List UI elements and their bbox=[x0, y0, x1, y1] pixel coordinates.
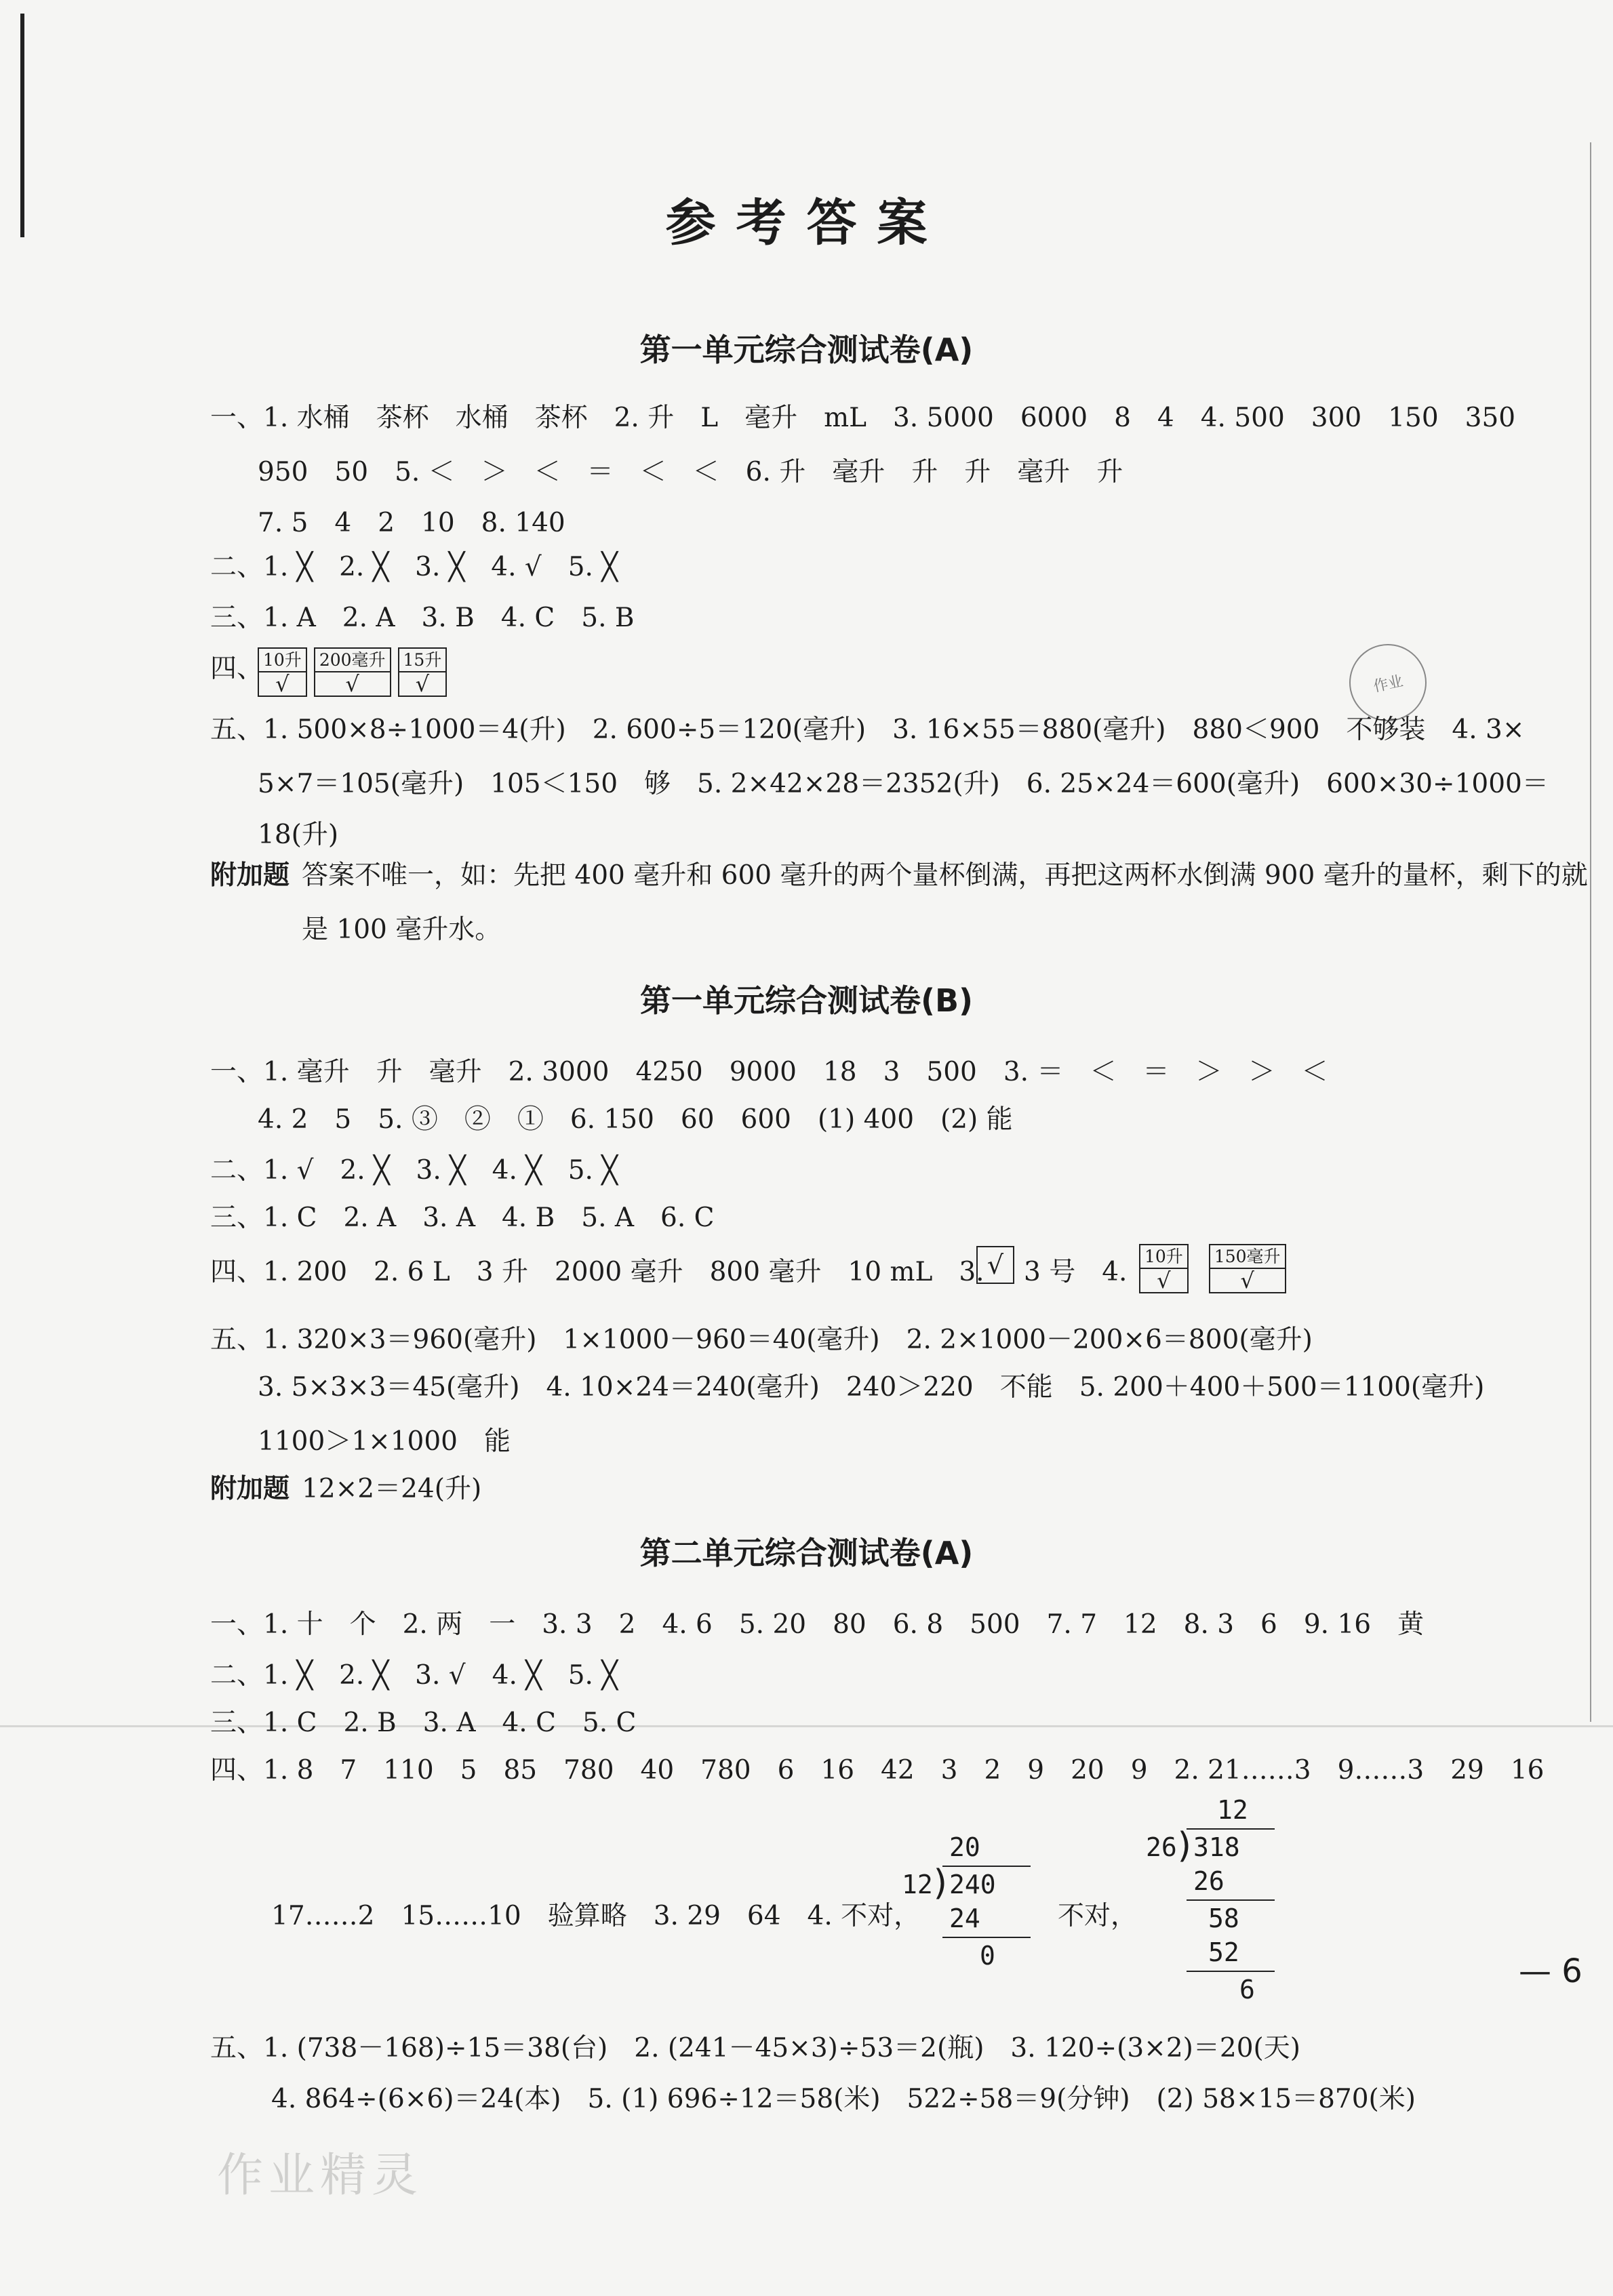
check-icon: √ bbox=[976, 1246, 1014, 1284]
s1b-q3: 三、1. C 2. A 3. A 4. B 5. A 6. C bbox=[210, 1203, 715, 1233]
s1a-extra-label: 附加题 bbox=[210, 860, 290, 891]
ld1-divisor: 12 bbox=[902, 1870, 933, 1899]
ld2-step2: 52 bbox=[1208, 1937, 1239, 1967]
s1a-q5-line1: 五、1. 500×8÷1000＝4(升) 2. 600÷5＝120(毫升) 3. 16×55＝880(毫升) 880＜900 不够装 4. 3× bbox=[210, 714, 1525, 745]
s1b-q5-line3: 1100＞1×1000 能 bbox=[258, 1426, 511, 1457]
check-icon: √ bbox=[345, 671, 359, 697]
section-title-1a: 第一单元综合测试卷(A) bbox=[639, 331, 974, 368]
s2a-q4-line3: 不对， bbox=[1058, 1901, 1138, 1931]
s2a-q5-line1: 五、1. (738－168)÷15＝38(台) 2. (241－45×3)÷53＝2(瓶) 3. 120÷(3×2)＝20(天) bbox=[210, 2033, 1300, 2063]
s1b-q5-line1: 五、1. 320×3＝960(毫升) 1×1000－960＝40(毫升) 2. 2×1000－200×6＝800(毫升) bbox=[210, 1325, 1313, 1355]
s2a-q4-line1: 四、1. 8 7 110 5 85 780 40 780 6 16 42 3 2 9 20 9 2. 21……3 9……3 29 16 bbox=[210, 1755, 1545, 1786]
check-icon: √ bbox=[275, 671, 290, 697]
margin-rule bbox=[1590, 142, 1591, 1722]
measure-box: 10升 √ bbox=[1139, 1244, 1189, 1293]
ld2-remainder: 6 bbox=[1239, 1975, 1255, 2005]
s1a-q5-line3: 18(升) bbox=[258, 820, 339, 850]
s1a-q2: 二、1. ╳ 2. ╳ 3. ╳ 4. √ 5. ╳ bbox=[210, 552, 618, 582]
page-title: 参考答案 bbox=[665, 194, 948, 252]
measure-box: 150毫升 √ bbox=[1209, 1244, 1286, 1293]
s1a-extra-line2: 是 100 毫升水。 bbox=[302, 914, 502, 945]
s2a-q5-line2: 4. 864÷(6×6)＝24(本) 5. (1) 696÷12＝58(米) 522÷58＝9(分钟) (2) 58×15＝870(米) bbox=[271, 2084, 1416, 2114]
ld1-step: 24 bbox=[949, 1904, 980, 1933]
s1a-extra-line1: 答案不唯一，如：先把 400 毫升和 600 毫升的两个量杯倒满，再把这两杯水倒满 900 毫升的量杯，剩下的就 bbox=[302, 860, 1588, 891]
s1a-q4-prefix: 四、 bbox=[210, 653, 264, 684]
ld2-step1: 26 bbox=[1193, 1866, 1224, 1896]
measure-box: 10升 √ bbox=[258, 647, 307, 697]
s2a-q4-line2: 17……2 15……10 验算略 3. 29 64 4. 不对， bbox=[271, 1901, 921, 1931]
check-icon: √ bbox=[1157, 1268, 1171, 1293]
long-division-2: 12 26 ) 318 26 58 52 6 bbox=[1146, 1793, 1281, 2017]
section-title-1b: 第一单元综合测试卷(B) bbox=[639, 982, 974, 1019]
page-number: — 6 bbox=[1519, 1952, 1582, 1990]
s1a-q5-line2: 5×7＝105(毫升) 105＜150 够 5. 2×42×28＝2352(升) 6. 25×24＝600(毫升) 600×30÷1000＝ bbox=[258, 769, 1549, 799]
s2a-q1: 一、1. 十 个 2. 两 一 3. 3 2 4. 6 5. 20 80 6. 8 500 7. 7 12 8. 3 6 9. 16 黄 bbox=[210, 1609, 1425, 1640]
ld2-bring: 58 bbox=[1208, 1904, 1239, 1933]
s1b-q4-boxes bbox=[1139, 1244, 1286, 1293]
long-division-1: 20 12 ) 240 24 0 bbox=[902, 1830, 1037, 1986]
watermark: 作业精灵 bbox=[217, 2149, 424, 2202]
s1a-q1-line1: 一、1. 水桶 茶杯 水桶 茶杯 2. 升 L 毫升 mL 3. 5000 6000 8 4 4. 500 300 150 350 bbox=[210, 403, 1516, 433]
s1a-q3: 三、1. A 2. A 3. B 4. C 5. B bbox=[210, 603, 635, 633]
s1b-q4-text: 四、1. 200 2. 6 L 3 升 2000 毫升 800 毫升 10 mL 3. bbox=[210, 1257, 984, 1287]
s1a-q4-boxes bbox=[258, 647, 447, 697]
ld1-quotient: 20 bbox=[949, 1832, 980, 1862]
check-icon: √ bbox=[415, 671, 430, 697]
s1b-extra-label: 附加题 bbox=[210, 1473, 290, 1504]
ld1-remainder: 0 bbox=[980, 1941, 995, 1971]
s1b-extra: 12×2＝24(升) bbox=[302, 1474, 482, 1504]
ld2-dividend: 318 bbox=[1193, 1832, 1240, 1862]
s1b-q2: 二、1. √ 2. ╳ 3. ╳ 4. ╳ 5. ╳ bbox=[210, 1155, 618, 1186]
s1b-q1-line1: 一、1. 毫升 升 毫升 2. 3000 4250 9000 18 3 500 3. ＝ ＜ ＝ ＞ ＞ ＜ bbox=[210, 1057, 1328, 1087]
check-icon: √ bbox=[1240, 1268, 1254, 1293]
stamp-icon: 作业 bbox=[1342, 637, 1433, 728]
s1a-q1-line3: 7. 5 4 2 10 8. 140 bbox=[258, 508, 565, 538]
measure-box: 200毫升 √ bbox=[314, 647, 391, 697]
ld2-divisor: 26 bbox=[1146, 1832, 1177, 1862]
s1b-q5-line2: 3. 5×3×3＝45(毫升) 4. 10×24＝240(毫升) 240＞220 不能 5. 200＋400＋500＝1100(毫升) bbox=[258, 1372, 1485, 1403]
s2a-q2: 二、1. ╳ 2. ╳ 3. √ 4. ╳ 5. ╳ bbox=[210, 1660, 618, 1691]
s1a-q1-line2: 950 50 5. ＜ ＞ ＜ ＝ ＜ ＜ 6. 升 毫升 升 升 毫升 升 bbox=[258, 457, 1123, 487]
s2a-q3: 三、1. C 2. B 3. A 4. C 5. C bbox=[210, 1708, 637, 1738]
measure-box: 15升 √ bbox=[398, 647, 447, 697]
ld1-dividend: 240 bbox=[949, 1870, 996, 1899]
s1b-q4-after: 3 号 4. bbox=[1024, 1257, 1128, 1287]
s1b-q1-line2: 4. 2 5 5. ③ ② ① 6. 150 60 600 (1) 400 (2) 能 bbox=[258, 1104, 1013, 1135]
ld2-quotient: 12 bbox=[1217, 1795, 1248, 1825]
section-title-2a: 第二单元综合测试卷(A) bbox=[639, 1535, 974, 1571]
